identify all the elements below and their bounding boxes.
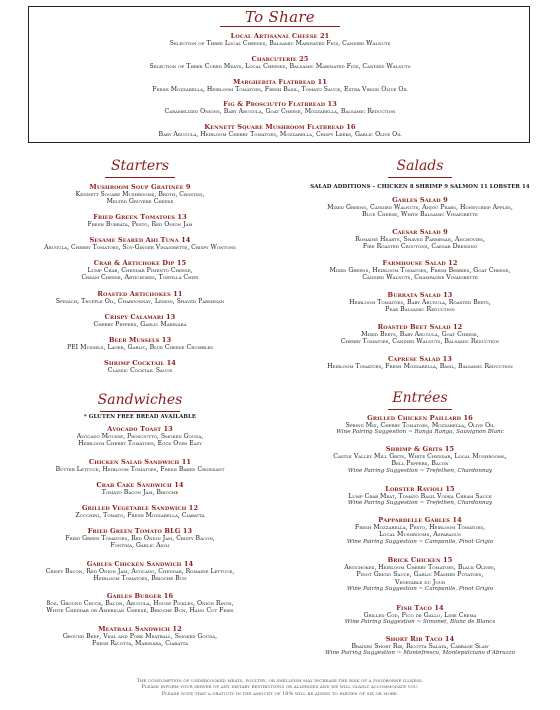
sandwich-item <box>0 458 280 473</box>
entrees-title-underline <box>388 409 452 410</box>
item-name: Caesar Salad 9 <box>392 228 448 236</box>
item-desc: Mixed Greens, Candied Walnuts, Anjou Pears, Honeycrisp Apples, <box>327 204 513 211</box>
entree-item <box>280 556 560 593</box>
item-name: Pappardelle Gables 14 <box>378 516 462 524</box>
item-desc: Fried Green Tomatoes, Red Onion Jam, Crispy Bacon, <box>65 535 215 542</box>
item-name: Fig & Prosciutto Flatbread 13 <box>223 100 337 108</box>
starter-item <box>0 336 280 351</box>
item-desc: Fresh Burrata, Pesto, Red Onion Jam <box>87 221 193 228</box>
item-desc: Ground Beef, Veal and Pork Meatball, Smoked Gouda, <box>62 633 218 640</box>
item-desc: Fire Roasted Croutons, Caesar Dressing <box>362 243 478 251</box>
item-desc: Baby Arugula, Heirloom Cherry Tomatoes, Mozzarella, Crispy Leeks, Garlic Olive Oil <box>158 131 402 138</box>
item-desc: Fresh Mozzarella, Pesto, Heirloom Tomatoes, <box>354 524 486 531</box>
to-share-title-underline <box>220 26 340 27</box>
item-desc: Bell Peppers, Bacon <box>391 460 449 468</box>
item-desc: Grilled Cod, Pico de Gallo, Lime Crema <box>363 612 477 619</box>
item-desc: Fresh Ricotta, Marinara, Ciabatta <box>92 640 188 648</box>
salad-item <box>280 259 560 282</box>
item-name: Lobster Ravioli 15 <box>385 485 455 493</box>
starter-item <box>0 183 280 206</box>
share-item <box>0 100 560 115</box>
entree-item <box>280 485 560 507</box>
salad-item <box>280 291 560 314</box>
starter-item <box>0 290 280 305</box>
item-desc: Braised Short Rib, Ricotta Salata, Cabbage Slaw <box>351 643 489 650</box>
salad-item <box>280 323 560 346</box>
item-name: Grilled Chicken Paillard 16 <box>367 414 473 422</box>
wine-pairing: Wine Pairing Suggestion ~ Campanile, Pinot Grigio <box>346 586 494 593</box>
item-name: Gables Chicken Sandwich 14 <box>86 560 194 568</box>
item-name: Caprese Salad 13 <box>387 355 452 363</box>
item-name: Brick Chicken 15 <box>387 556 453 564</box>
starter-item <box>0 359 280 374</box>
item-name: Gables Burger 16 <box>106 592 174 600</box>
share-item <box>0 78 560 93</box>
item-desc: 8oz. Ground Chuck, Bacon, Arugula, House Pickles, Onion Rings, <box>46 600 234 607</box>
wine-pairing: Wine Pairing Suggestion ~ Montefresco, Montepulciano d'Abruzzo <box>325 650 515 657</box>
entree-item <box>280 414 560 436</box>
footer-line: The consumption of undercooked meats, poultry, or shellfish may increase the risk of a foodborne illness. <box>136 678 424 684</box>
salad-item <box>280 355 560 370</box>
starter-item <box>0 236 280 251</box>
entree-item <box>280 445 560 475</box>
item-desc: White Cheddar or American Cheese, Brioche Bun, Hand Cut Fries <box>46 607 234 615</box>
item-name: Burrata Salad 13 <box>387 291 453 299</box>
salads-title: Salads <box>396 158 444 174</box>
item-name: Local Artisanal Cheese 21 <box>230 32 330 40</box>
sandwich-item <box>0 425 280 448</box>
item-desc: Blue Cheese, White Balsamic Vinaigrette <box>362 211 478 219</box>
item-desc: Pinot Grigio Sauce, Garlic Mashed Potatoes, <box>356 571 484 579</box>
item-name: Shrimp & Grits 15 <box>385 445 455 453</box>
item-desc: Arugula, Cherry Tomatoes, Soy-Ginger Vinaigrette, Crispy Wontons <box>44 244 236 251</box>
wine-pairing: Wine Pairing Suggestion ~ Trefethen, Chardonnay <box>347 500 493 507</box>
item-desc: PEI Mussels, Lager, Garlic, Blue Cheese Crumbles <box>67 344 213 351</box>
item-name: Meatball Sandwich 12 <box>98 625 182 633</box>
entree-item <box>280 635 560 657</box>
starters-title: Starters <box>110 158 170 174</box>
item-name: Short Rib Taco 14 <box>385 635 455 643</box>
item-desc: Vegetable du Jour <box>394 578 445 586</box>
wine-pairing: Wine Pairing Suggestion ~ Campanile, Pinot Grigio <box>346 538 494 545</box>
sandwich-item <box>0 504 280 519</box>
entrees-title: Entrées <box>392 390 448 406</box>
item-desc: Local Mushrooms, Asparagus <box>379 531 461 539</box>
sandwich-item <box>0 481 280 496</box>
item-desc: Cherry Tomatoes, Candied Walnuts, Balsamic Reduction <box>340 338 500 346</box>
item-desc: Avocado Mousse, Prosciutto, Smoked Gouda, <box>76 433 204 440</box>
item-name: Crispy Calamari 13 <box>104 313 176 321</box>
item-name: Kennett Square Mushroom Flatbread 16 <box>204 123 356 131</box>
salad-item <box>280 196 560 219</box>
item-desc: Fontina, Garlic Aioli <box>110 542 170 550</box>
item-name: Gables Salad 9 <box>392 196 448 204</box>
item-name: Crab Cake Sandwich 14 <box>96 481 184 489</box>
item-desc: Kennett Square Mushrooms, Broth, Crostini, <box>75 191 205 198</box>
item-name: Beer Mussels 13 <box>108 336 172 344</box>
item-desc: Candied Walnuts, Champagne Vinaigrette <box>362 274 478 282</box>
item-desc: Selection of Three Local Cheeses, Balsamic Marinated Figs, Candied Walnuts <box>169 40 391 47</box>
entree-item <box>280 604 560 626</box>
item-desc: Mixed Beets, Baby Arugula, Goat Cheese, <box>361 331 479 338</box>
item-desc: Crispy Bacon, Red Onion Jam, Avocado, Cheddar, Romaine Lettuce, <box>45 568 235 575</box>
item-desc: Classic Cocktail Sauce <box>107 367 173 374</box>
item-desc: Cherry Peppers, Garlic Marinara <box>93 321 187 328</box>
salad-item <box>280 228 560 251</box>
item-desc: Heirloom Tomatoes, Baby Arugula, Roasted Beets, <box>349 299 491 306</box>
item-desc: Fresh Mozzarella, Heirloom Tomatoes, Fresh Basil, Tomato Sauce, Extra Virgin Olive Oil <box>152 86 408 93</box>
item-desc: Spring Mix, Cherry Tomatoes, Mozzarella, Olive Oil <box>345 422 495 429</box>
item-desc: Cream Cheese, Artichokes, Tortilla Chips <box>81 274 199 282</box>
entree-item <box>280 516 560 546</box>
item-desc: Heirloom Tomatoes, Fresh Mozzarella, Basil, Balsamic Reduction <box>327 363 513 370</box>
item-desc: Heirloom Cherry Tomatoes, Eggs Over Easy <box>78 440 202 448</box>
footer-disclaimer <box>0 678 560 697</box>
item-name: Avocado Toast 13 <box>107 425 173 433</box>
starter-item <box>0 313 280 328</box>
salads-title-underline <box>388 177 452 178</box>
sandwiches-title-underline <box>100 411 180 412</box>
item-name: Farmhouse Salad 12 <box>382 259 458 267</box>
item-desc: Lump Crab Meat, Tomato Basil Vodka Cream Sauce <box>348 493 492 500</box>
item-desc: Artichokes, Heirloom Cherry Tomatoes, Black Olives, <box>344 564 496 571</box>
to-share-title: To Share <box>245 8 315 26</box>
item-name: Grilled Vegetable Sandwich 12 <box>81 504 199 512</box>
item-desc: Caramelized Onions, Baby Arugula, Goat Cheese, Mozzarella, Balsamic Reduction <box>164 108 396 115</box>
starter-item <box>0 213 280 228</box>
sandwich-item <box>0 625 280 648</box>
item-name: Margherita Flatbread 11 <box>233 78 327 86</box>
item-name: Fried Green Tomatoes 13 <box>93 213 187 221</box>
item-name: Chicken Salad Sandwich 11 <box>88 458 192 466</box>
item-name: Fish Taco 14 <box>396 604 444 612</box>
share-item <box>0 32 560 47</box>
item-name: Crab & Artichoke Dip 15 <box>93 259 187 267</box>
gluten-free-note: * GLUTEN FREE BREAD AVAILABLE <box>83 414 197 420</box>
item-name: Mushroom Soup Gratinée 9 <box>89 183 191 191</box>
item-desc: Castle Valley Mill Grits, White Cheddar, Local Mushrooms, <box>333 453 507 460</box>
item-desc: Lump Crab, Cheddar Pimento Cheese, <box>87 267 193 274</box>
wine-pairing: Wine Pairing Suggestion ~ Simonet, Blanc de Blancs <box>344 619 496 626</box>
item-desc: Pear Balsamic Reduction <box>385 306 455 314</box>
item-desc: Butter Lettuce, Heirloom Tomatoes, Fresh Baked Croissant <box>55 466 225 473</box>
item-desc: Spinach, Truffle Oil, Chardonnay, Lemon, Shaved Parmesan <box>55 298 225 305</box>
starter-item <box>0 259 280 282</box>
item-desc: Selection of Three Cured Meats, Local Cheeses, Balsamic Marinated Figs, Candied Walnuts <box>149 63 411 70</box>
item-desc: Zucchini, Tomato, Fresh Mozzarella, Ciabatta <box>75 512 205 519</box>
item-desc: Heirloom Tomatoes, Brioche Bun <box>93 575 187 583</box>
share-item <box>0 55 560 70</box>
sandwich-item <box>0 560 280 583</box>
item-name: Charcuterie 25 <box>251 55 309 63</box>
wine-pairing: Wine Pairing Suggestion ~ Trefethen, Chardonnay <box>347 467 493 474</box>
footer-line: Please inform your server of any dietary restrictions or allergies and we will gladly accommodate you. <box>141 684 419 691</box>
item-desc: Romaine Hearts, Shaved Parmesan, Anchovies, <box>355 236 485 243</box>
item-name: Fried Green Tomato BLG 13 <box>87 527 193 535</box>
item-desc: Tomato Bacon Jam, Brioche <box>101 489 179 496</box>
sandwich-item <box>0 592 280 615</box>
sandwich-item <box>0 527 280 550</box>
item-name: Roasted Beet Salad 12 <box>377 323 463 331</box>
share-item <box>0 123 560 138</box>
item-desc: Mixed Greens, Heirloom Tomatoes, Fresh Berries, Goat Cheese, <box>329 267 511 274</box>
item-name: Shrimp Cocktail 14 <box>104 359 176 367</box>
wine-pairing: Wine Pairing Suggestion ~ Ranga Ranga, Sauvignon Blanc <box>336 429 504 436</box>
item-desc: Melted Gruyère Cheese <box>106 198 174 206</box>
item-name: Sesame Seared Ahi Tuna 14 <box>89 236 191 244</box>
footer-line: Please note that a gratuity in the amount of 18% will be added to parties of six or more. <box>161 690 399 697</box>
salad-additions: SALAD ADDITIONS – CHICKEN 8 SHRIMP 9 SALMON 11 LOBSTER 14 <box>310 184 530 190</box>
sandwiches-title: Sandwiches <box>97 392 183 408</box>
starters-title-underline <box>105 177 175 178</box>
item-name: Roasted Artichokes 11 <box>97 290 183 298</box>
